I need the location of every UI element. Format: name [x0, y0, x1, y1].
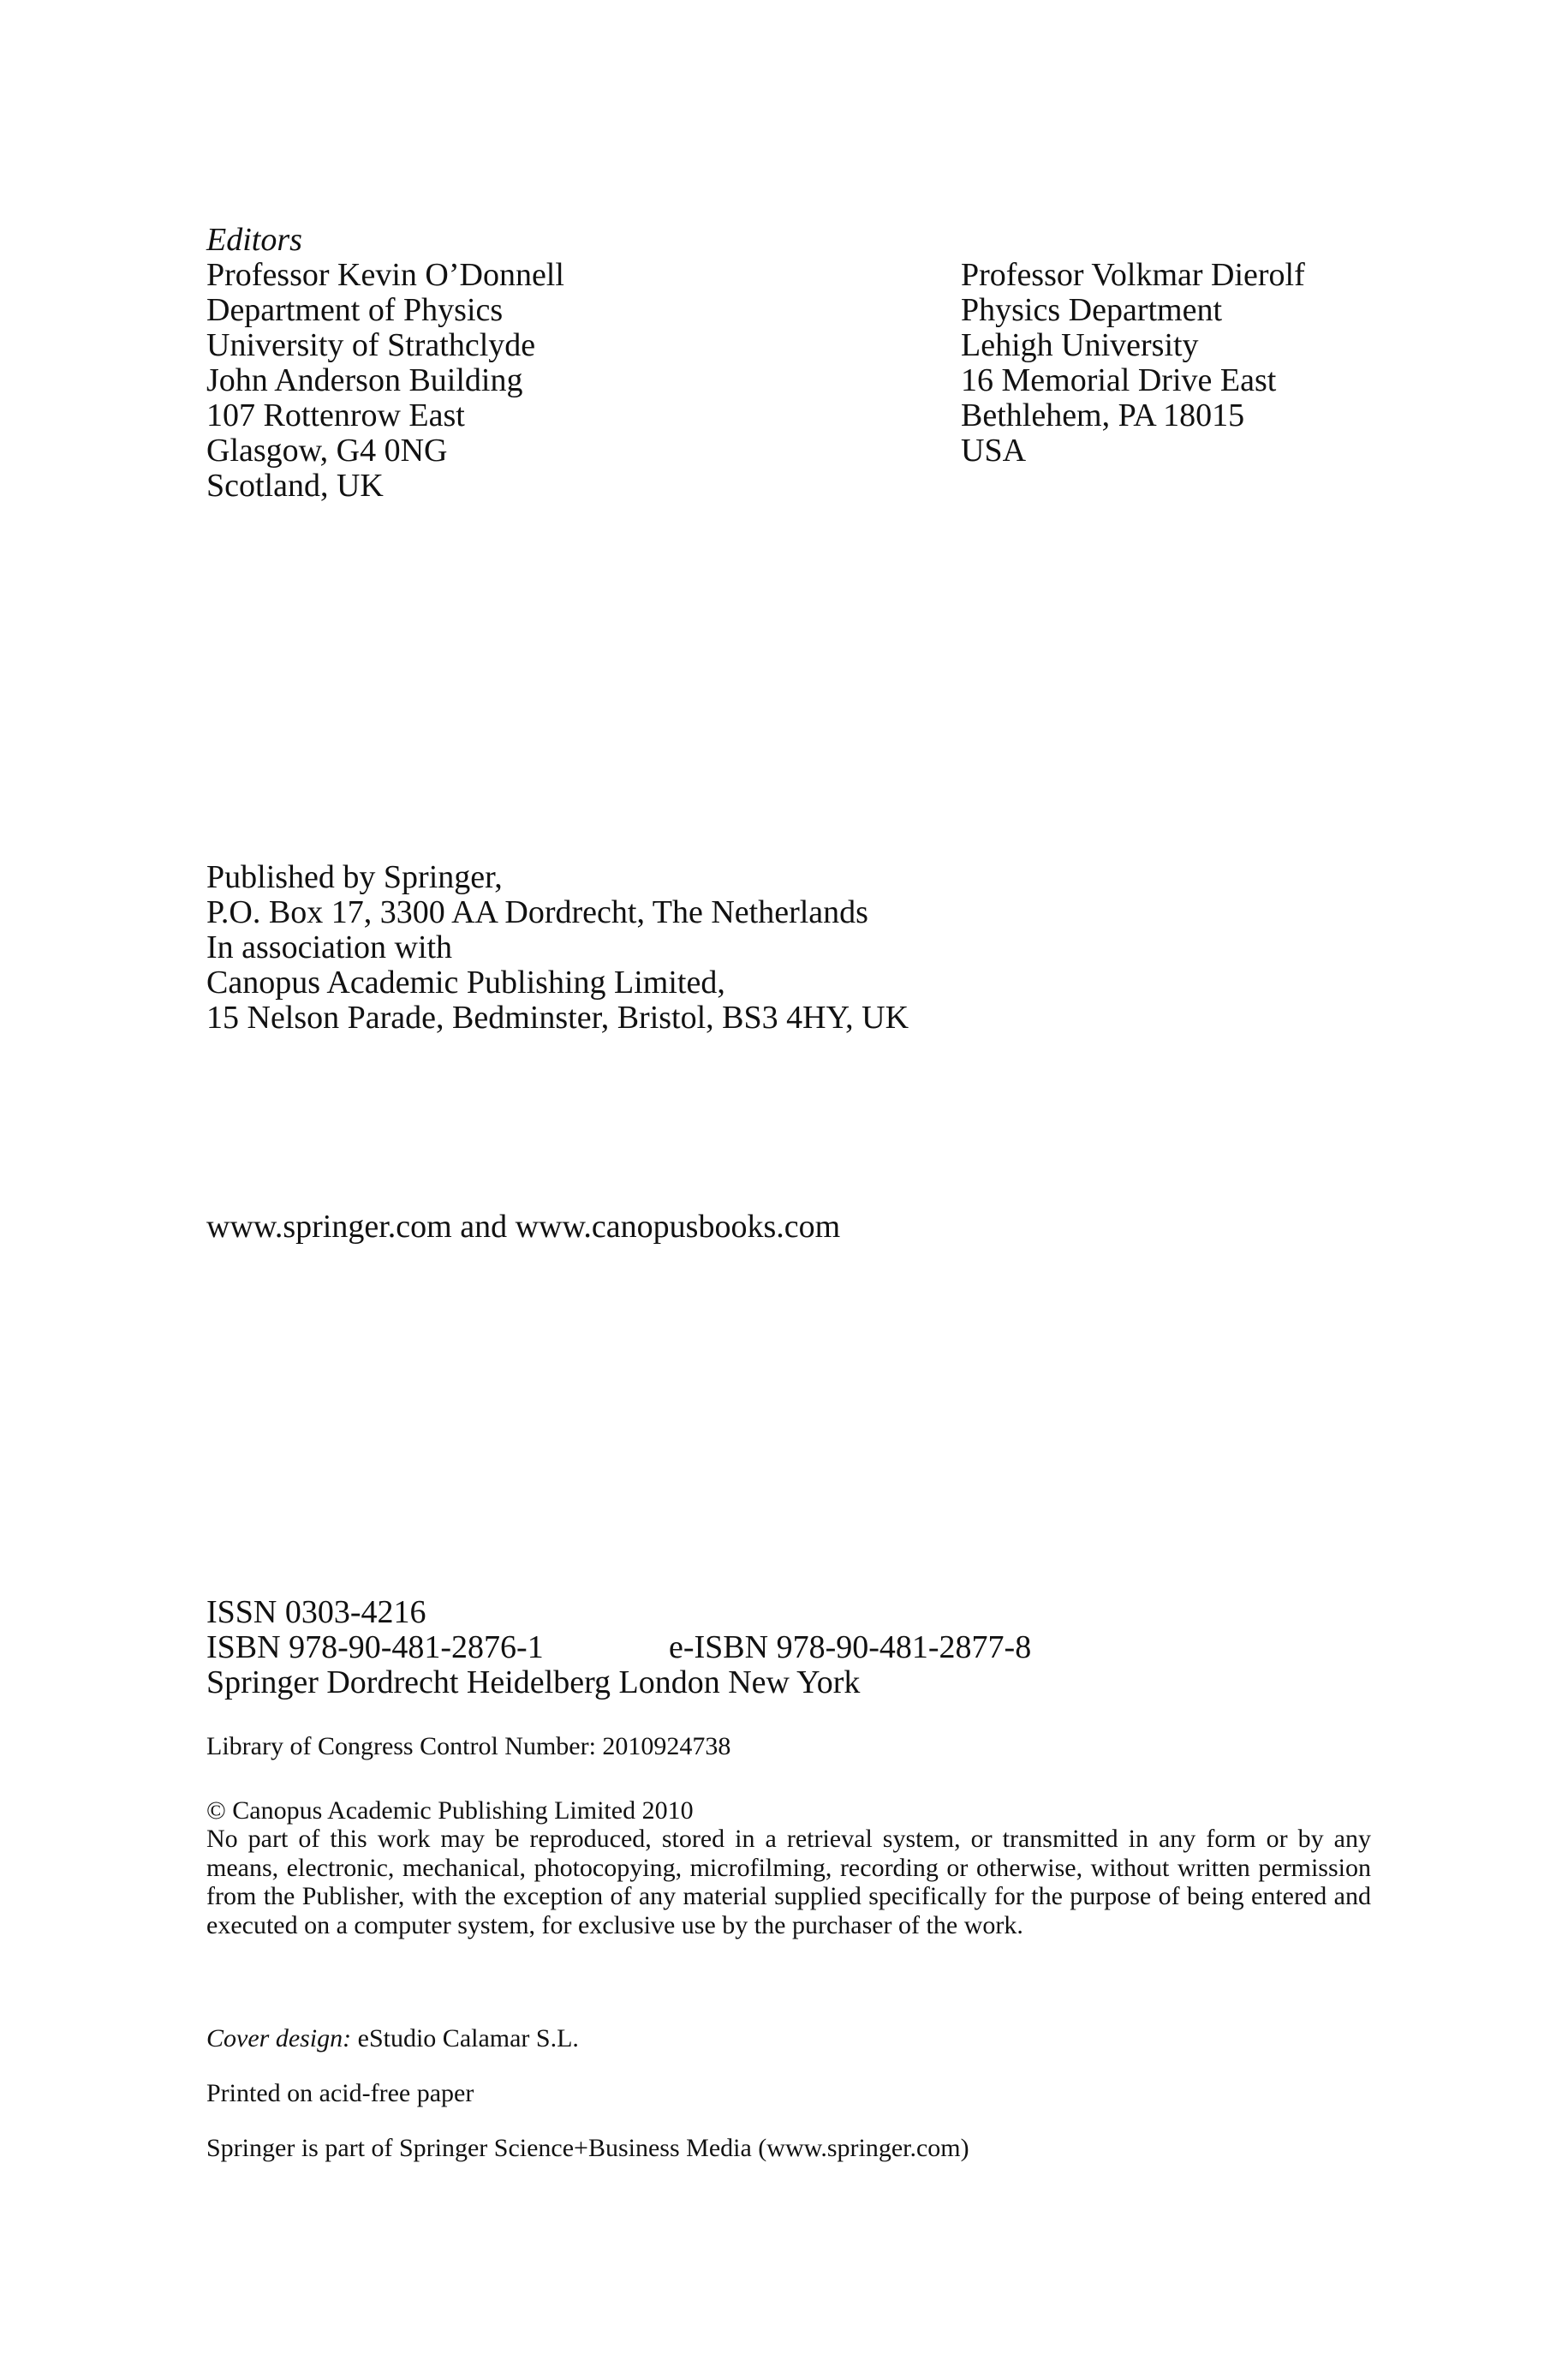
editor-right-line: 16 Memorial Drive East — [961, 362, 1277, 398]
publisher-line: In association with — [206, 929, 453, 965]
websites-line — [206, 1210, 840, 1245]
editor-right-line: Lehigh University — [961, 327, 1199, 363]
editor-left-line: John Anderson Building — [206, 362, 523, 398]
cover-design-value: eStudio Calamar S.L. — [351, 2024, 579, 2052]
cover-design-label: Cover design: — [206, 2024, 352, 2052]
isbn: ISBN 978-90-481-2876-1 — [206, 1629, 544, 1665]
copyright-block — [206, 1796, 1371, 1939]
editors-heading: Editors — [206, 222, 302, 258]
copyright-notice: © Canopus Academic Publishing Limited 2010 — [206, 1796, 694, 1825]
paper-note-line — [206, 2079, 474, 2107]
editor-left-line: Professor Kevin O’Donnell — [206, 257, 564, 293]
editor-right-line: Bethlehem, PA 18015 — [961, 397, 1245, 433]
publisher-line: 15 Nelson Parade, Bedminster, Bristol, BS3 4HY, UK — [206, 1000, 909, 1036]
lccn-text: Library of Congress Control Number: 2010924738 — [206, 1732, 731, 1760]
editor-left-line: Glasgow, G4 0NG — [206, 433, 448, 469]
editor-right-address — [961, 258, 1305, 469]
editor-left-line: Scotland, UK — [206, 468, 384, 504]
editor-left-line: University of Strathclyde — [206, 327, 536, 363]
publisher-locations: Springer Dordrecht Heidelberg London New York — [206, 1664, 861, 1700]
cover-design-line — [206, 2024, 579, 2052]
editor-right-line: Physics Department — [961, 292, 1223, 328]
publisher-line: P.O. Box 17, 3300 AA Dordrecht, The Netherlands — [206, 894, 868, 930]
editor-right-line: Professor Volkmar Dierolf — [961, 257, 1305, 293]
eisbn: e-ISBN 978-90-481-2877-8 — [669, 1629, 1032, 1665]
copyright-text: No part of this work may be reproduced, stored in a retrieval system, or transmitted in any form or by any means, electronic, mechanical, photocopying, microfilming, recording or otherwise, without written permission from the Publisher, with the exception of any material supplied specifically for the purpose of being entered and executed on a computer system, for exclusive use by the purchaser of the work. — [206, 1825, 1371, 1939]
publisher-line: Published by Springer, — [206, 859, 503, 895]
editor-left-line: Department of Physics — [206, 292, 504, 328]
identifiers-block — [206, 1595, 1371, 1700]
springer-note: Springer is part of Springer Science+Business Media (www.springer.com) — [206, 2134, 969, 2162]
editor-left-address — [206, 223, 564, 504]
publisher-line: Canopus Academic Publishing Limited, — [206, 965, 725, 1001]
publisher-block — [206, 860, 909, 1036]
editor-left-line: 107 Rottenrow East — [206, 397, 465, 433]
issn: ISSN 0303-4216 — [206, 1594, 426, 1630]
springer-note-line — [206, 2134, 969, 2162]
websites-text: www.springer.com and www.canopusbooks.com — [206, 1209, 841, 1245]
lccn-line — [206, 1732, 730, 1760]
editor-right-line: USA — [961, 433, 1027, 469]
paper-note: Printed on acid-free paper — [206, 2079, 474, 2107]
